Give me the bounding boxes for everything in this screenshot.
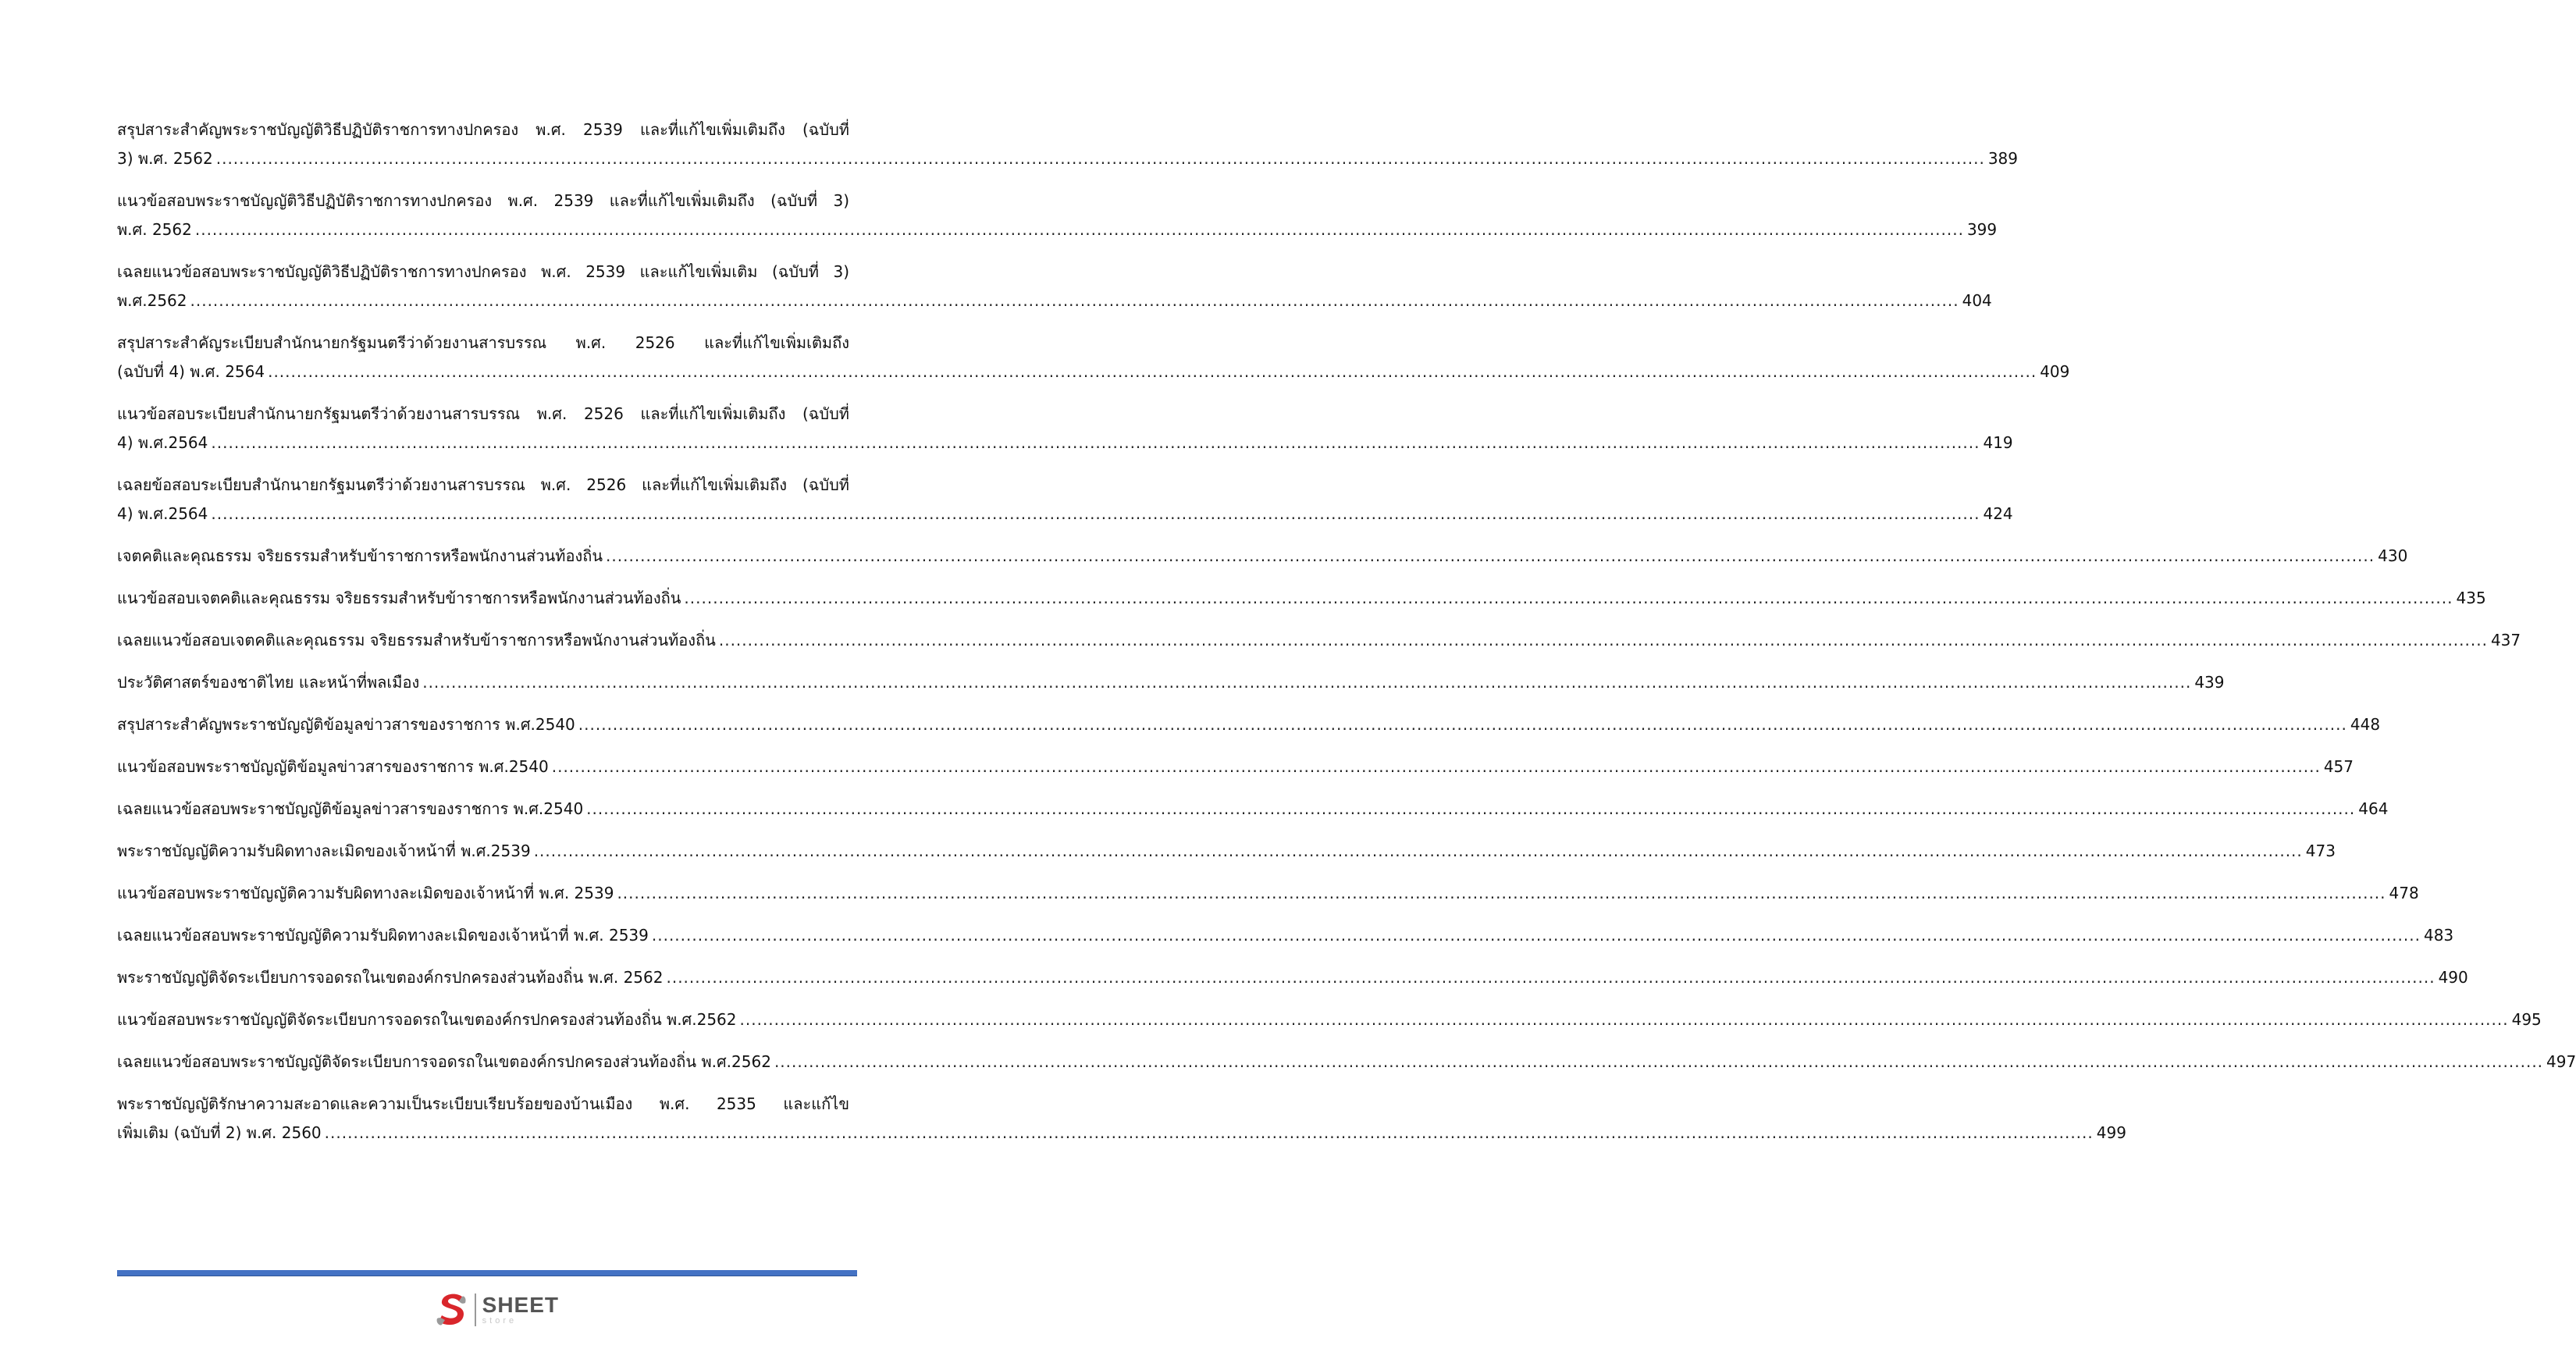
toc-entry[interactable] [117, 471, 2013, 528]
toc-entry-title: เจตคติและคุณธรรม จริยธรรมสำหรับข้าราชการหรือพนักงานส่วนท้องถิ่น [117, 546, 603, 565]
toc-entry[interactable] [117, 329, 2070, 386]
dot-leader [586, 795, 2355, 824]
toc-entry-title: เฉลยแนวข้อสอบพระราชบัญญัติความรับผิดทางละเมิดของเจ้าหน้าที่ พ.ศ. 2539 [117, 926, 649, 945]
toc-entry-title-line2: พ.ศ. 2562 [117, 220, 192, 239]
dot-leader [552, 753, 2321, 781]
toc-entry-title-line2: เพิ่มเติม (ฉบับที่ 2) พ.ศ. 2560 [117, 1123, 322, 1142]
toc-page-number: 419 [1983, 433, 2013, 452]
dot-leader [190, 286, 1959, 315]
toc-page-number: 457 [2323, 757, 2354, 776]
toc-page-number: 448 [2350, 715, 2381, 734]
toc-page-number: 464 [2358, 799, 2389, 818]
toc-entry[interactable] [117, 626, 2521, 655]
toc-entry[interactable] [117, 116, 2019, 173]
toc-entry-title: แนวข้อสอบพระราชบัญญัติความรับผิดทางละเมิดของเจ้าหน้าที่ พ.ศ. 2539 [117, 884, 614, 902]
toc-page-number: 409 [2040, 362, 2070, 381]
toc-entry-title-line1: เฉลยข้อสอบระเบียบสำนักนายกรัฐมนตรีว่าด้วยงานสารบรรณ พ.ศ. 2526 และที่แก้ไขเพิ่มเติมถึง (ฉบับที่ [117, 475, 849, 494]
toc-page-number: 399 [1966, 220, 1998, 239]
toc-entry[interactable] [117, 795, 2389, 824]
logo-word: SHEET [482, 1293, 559, 1317]
toc-entry-title-line2: 3) พ.ศ. 2562 [117, 149, 213, 168]
toc-page-number: 437 [2490, 631, 2521, 649]
toc-entry-title: แนวข้อสอบพระราชบัญญัติข้อมูลข่าวสารของราชการ พ.ศ.2540 [117, 757, 549, 776]
dot-leader [216, 144, 1985, 173]
toc-entry-title-line1: แนวข้อสอบพระราชบัญญัติวิธีปฏิบัติราชการทางปกครอง พ.ศ. 2539 และที่แก้ไขเพิ่มเติมถึง (ฉบับที่ 3) [117, 191, 849, 210]
sheet-store-logo [434, 1288, 559, 1332]
toc-entry[interactable] [117, 668, 2225, 697]
toc-page-number: 490 [2438, 968, 2468, 987]
toc-entry-title-line1: แนวข้อสอบระเบียบสำนักนายกรัฐมนตรีว่าด้วยงานสารบรรณ พ.ศ. 2526 และที่แก้ไขเพิ่มเติมถึง (ฉบับที่ [117, 404, 849, 423]
toc-entry-title-line2: (ฉบับที่ 4) พ.ศ. 2564 [117, 362, 265, 381]
toc-entry-title: พระราชบัญญัติความรับผิดทางละเมิดของเจ้าหน้าที่ พ.ศ.2539 [117, 842, 531, 860]
dot-leader [268, 358, 2037, 386]
toc-entry[interactable] [117, 1090, 2126, 1148]
toc-entry[interactable] [117, 187, 1998, 244]
toc-entry[interactable] [117, 753, 2354, 781]
dot-leader [652, 921, 2421, 950]
dot-leader [684, 584, 2453, 613]
toc-entry-title: เฉลยแนวข้อสอบเจตคติและคุณธรรม จริยธรรมสำหรับข้าราชการหรือพนักงานส่วนท้องถิ่น [117, 631, 716, 649]
dot-leader [740, 1005, 2509, 1034]
toc-entry[interactable] [117, 879, 2419, 908]
toc-entry[interactable] [117, 837, 2336, 866]
dot-leader [617, 879, 2386, 908]
toc-entry[interactable] [117, 584, 2486, 613]
dot-leader [774, 1048, 2543, 1076]
toc-entry[interactable] [117, 710, 2381, 739]
toc-entry-title: สรุปสาระสำคัญพระราชบัญญัติข้อมูลข่าวสารของราชการ พ.ศ.2540 [117, 715, 575, 734]
logo-separator [475, 1293, 476, 1326]
toc-entry-title-line2: 4) พ.ศ.2564 [117, 433, 208, 452]
toc-page-number: 389 [1987, 149, 2019, 168]
toc-entry-title: ประวัติศาสตร์ของชาติไทย และหน้าที่พลเมือง [117, 673, 420, 692]
toc-entry[interactable] [117, 258, 1992, 315]
dot-leader [606, 542, 2375, 571]
toc-entry-title-line1: สรุปสาระสำคัญพระราชบัญญัติวิธีปฏิบัติราชการทางปกครอง พ.ศ. 2539 และที่แก้ไขเพิ่มเติมถึง (ฉบับที่ [117, 120, 849, 139]
dot-leader [211, 429, 1980, 457]
toc-page-number: 483 [2423, 926, 2454, 945]
toc-page-number: 499 [2096, 1123, 2126, 1142]
toc-entry[interactable] [117, 1048, 2576, 1076]
logo-subword: store [482, 1316, 518, 1326]
dot-leader [578, 710, 2347, 739]
dot-leader [534, 837, 2303, 866]
dot-leader [325, 1119, 2094, 1148]
toc-entry-title-line1: พระราชบัญญัติรักษาความสะอาดและความเป็นระเบียบเรียบร้อยของบ้านเมือง พ.ศ. 2535 และแก้ไข [117, 1094, 849, 1113]
toc-entry-title-line1: สรุปสาระสำคัญระเบียบสำนักนายกรัฐมนตรีว่าด้วยงานสารบรรณ พ.ศ. 2526 และที่แก้ไขเพิ่มเติมถึง [117, 333, 849, 352]
toc-entry-title: เฉลยแนวข้อสอบพระราชบัญญัติข้อมูลข่าวสารของราชการ พ.ศ.2540 [117, 799, 584, 818]
toc-entry-title: แนวข้อสอบพระราชบัญญัติจัดระเบียบการจอดรถในเขตองค์กรปกครองส่วนท้องถิ่น พ.ศ.2562 [117, 1010, 737, 1029]
toc-entry-title-line2: 4) พ.ศ.2564 [117, 504, 208, 523]
dot-leader [719, 626, 2488, 655]
toc-entry[interactable] [117, 963, 2468, 992]
toc-entry[interactable] [117, 400, 2013, 457]
sheet-store-logo-icon [434, 1290, 470, 1329]
toc-entry-title-line1: เฉลยแนวข้อสอบพระราชบัญญัติวิธีปฏิบัติราชการทางปกครอง พ.ศ. 2539 และแก้ไขเพิ่มเติม (ฉบับที่ 3) [117, 262, 849, 281]
dot-leader [666, 963, 2435, 992]
toc-page-number: 435 [2456, 589, 2486, 607]
toc-entry[interactable] [117, 1005, 2542, 1034]
toc-entry-title: พระราชบัญญัติจัดระเบียบการจอดรถในเขตองค์กรปกครองส่วนท้องถิ่น พ.ศ. 2562 [117, 968, 664, 987]
toc-page-number: 424 [1983, 504, 2013, 523]
dot-leader [195, 215, 1964, 244]
table-of-contents [117, 116, 2576, 1161]
toc-page-number: 495 [2511, 1010, 2542, 1029]
toc-page-number: 478 [2389, 884, 2419, 902]
toc-page-number: 473 [2305, 842, 2336, 860]
toc-entry[interactable] [117, 921, 2454, 950]
dot-leader [422, 668, 2191, 697]
logo-text [482, 1294, 559, 1326]
toc-entry-title: เฉลยแนวข้อสอบพระราชบัญญัติจัดระเบียบการจอดรถในเขตองค์กรปกครองส่วนท้องถิ่น พ.ศ.2562 [117, 1052, 771, 1071]
toc-page-number: 430 [2378, 546, 2408, 565]
toc-entry-title-line2: พ.ศ.2562 [117, 291, 187, 310]
toc-entry[interactable] [117, 542, 2408, 571]
toc-page-number: 497 [2546, 1052, 2576, 1071]
toc-page-number: 439 [2194, 673, 2225, 692]
footer-rule [117, 1270, 857, 1276]
dot-leader [211, 500, 1980, 528]
toc-entry-title: แนวข้อสอบเจตคติและคุณธรรม จริยธรรมสำหรับข้าราชการหรือพนักงานส่วนท้องถิ่น [117, 589, 681, 607]
toc-page-number: 404 [1962, 291, 1992, 310]
